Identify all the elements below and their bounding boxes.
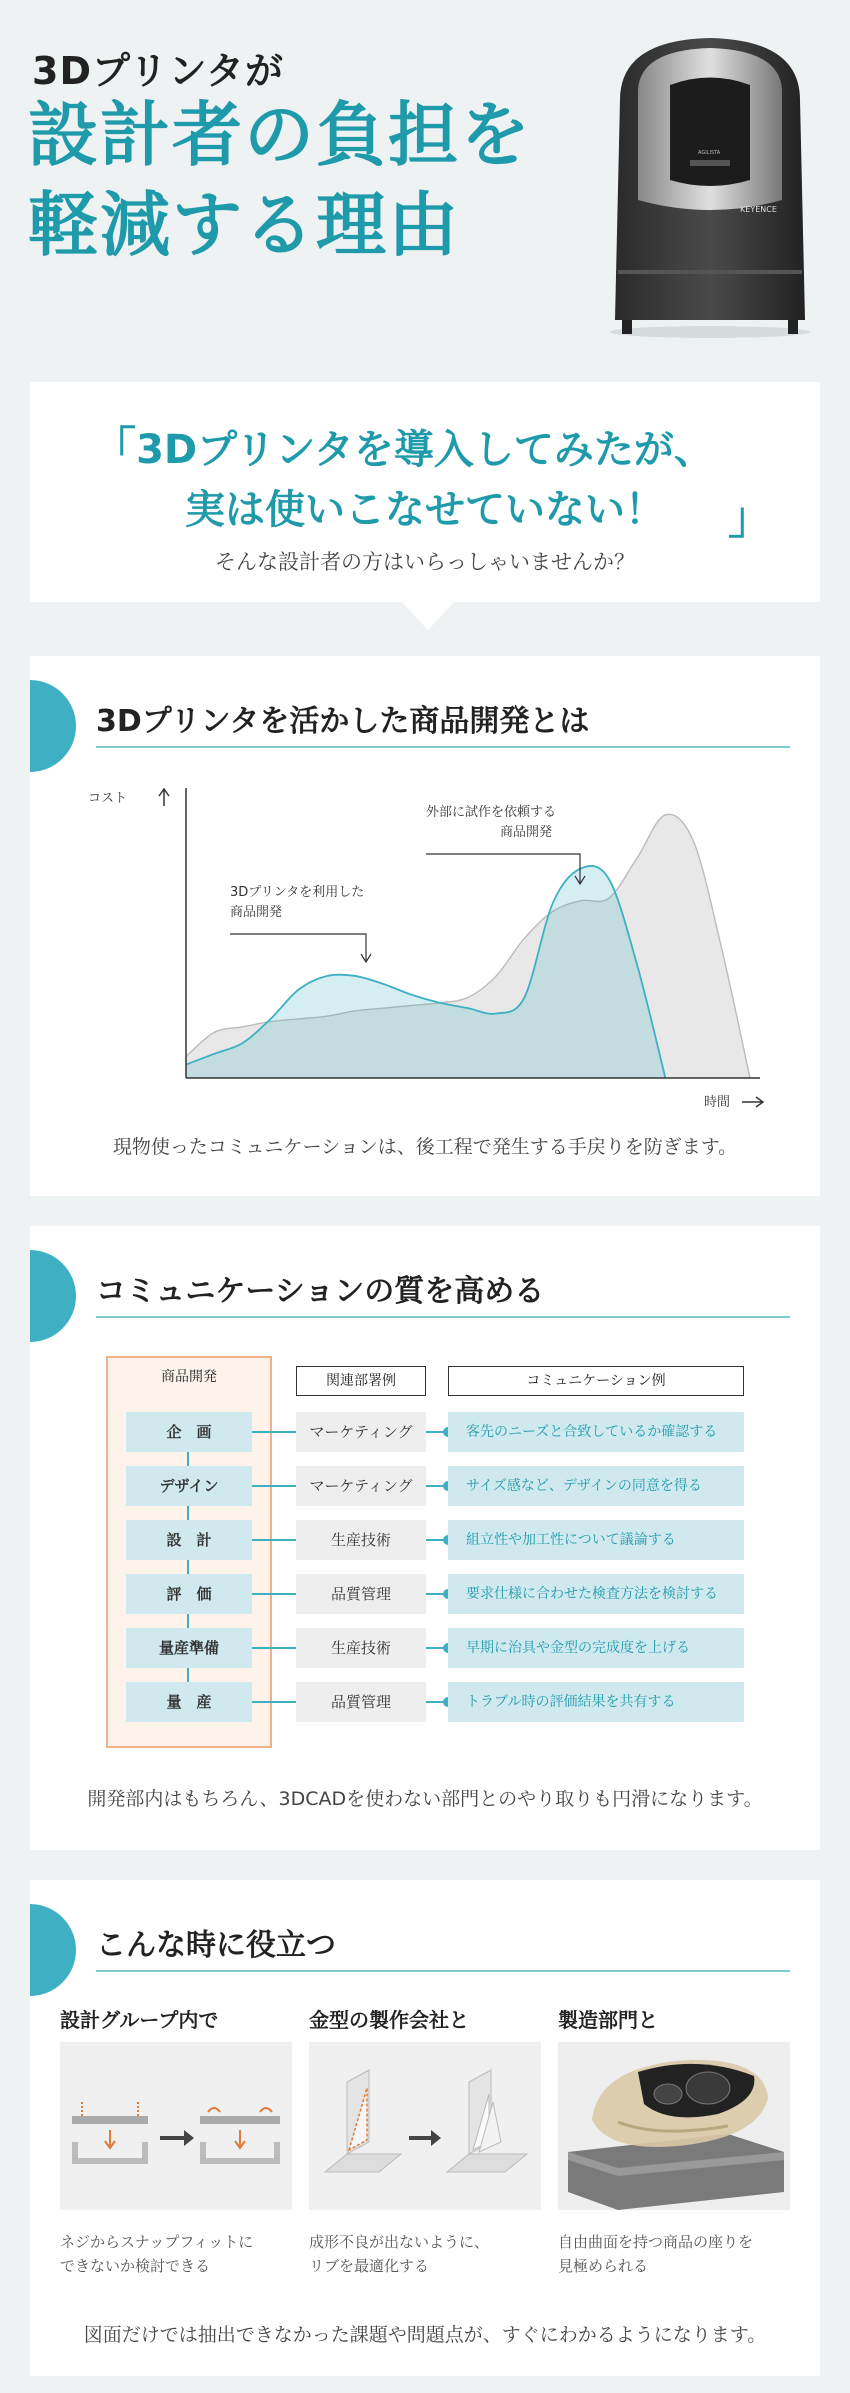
row-connector [252, 1701, 296, 1703]
chart-annotation-text: 商品開発 [230, 905, 283, 920]
section-title: こんな時に役立つ [96, 1928, 336, 1963]
stage-box: 評 価 [126, 1574, 252, 1614]
stage-column-header: 商品開発 [161, 1369, 217, 1385]
case-image [309, 2042, 541, 2210]
section-use-cases [30, 1880, 820, 2376]
dept-box: 品質管理 [296, 1574, 426, 1614]
chart-annotation-text: 商品開発 [500, 825, 553, 840]
rib-diagram-icon [309, 2042, 541, 2210]
snap-fit-diagram-icon [60, 2042, 292, 2210]
stage-box: 設 計 [126, 1520, 252, 1560]
section-caption: 現物使ったコミュニケーションは、後工程で発生する手戻りを防ぎます。 [112, 1136, 738, 1158]
headlamp-photo-icon [558, 2042, 790, 2210]
printer-model: AGILISTA [698, 150, 721, 156]
section-communication [30, 1226, 820, 1850]
hero-line1: 3Dプリンタが [32, 49, 284, 93]
section-mark [30, 1904, 76, 1996]
quote-line2: 実は使いこなせていない！ [185, 487, 665, 533]
dept-box: 生産技術 [296, 1628, 426, 1668]
example-box: 組立性や加工性について議論する [448, 1520, 744, 1560]
example-column-header: コミュニケーション例 [448, 1366, 744, 1396]
chart-annotation-text: 外部に試作を依頼する [426, 805, 557, 820]
section-caption: 開発部内はもちろん、3DCADを使わない部門とのやり取りも円滑になります。 [87, 1788, 763, 1810]
section-title: コミュニケーションの質を高める [96, 1274, 545, 1309]
chart-annotation-leader [230, 934, 366, 962]
hero-section [0, 0, 850, 350]
example-box: 早期に治具や金型の完成度を上げる [448, 1628, 744, 1668]
example-box: サイズ感など、デザインの同意を得る [448, 1466, 744, 1506]
dept-column-header: 関連部署例 [296, 1366, 426, 1396]
section-mark [30, 680, 76, 772]
example-box: トラブル時の評価結果を共有する [448, 1682, 744, 1722]
example-box: 要求仕様に合わせた検査方法を検討する [448, 1574, 744, 1614]
quote-open-mark: 「 [92, 423, 136, 474]
quote-notch [400, 600, 456, 630]
row-connector [252, 1431, 296, 1433]
cost-time-chart [70, 776, 790, 1116]
row-connector [252, 1539, 296, 1541]
chart-annotation-leader [426, 854, 580, 884]
dept-box: マーケティング [296, 1466, 426, 1506]
row-connector [252, 1485, 296, 1487]
case-description [60, 2230, 300, 2278]
section-rule [96, 746, 790, 748]
case-desc-line2: リブを最適化する [309, 2257, 430, 2275]
y-axis-label: コスト [88, 791, 128, 806]
stage-box: 企 画 [126, 1412, 252, 1452]
hero-line2: 設計者の負担を [28, 94, 532, 176]
quote-close-mark: 」 [728, 493, 772, 544]
case-desc-line2: 見極められる [558, 2257, 649, 2275]
case-description [558, 2230, 798, 2278]
printer-brand: KEYENCE [740, 205, 777, 214]
case-image [60, 2042, 292, 2210]
case-title: 金型の製作会社と [309, 2008, 469, 2032]
dept-box: 品質管理 [296, 1682, 426, 1722]
dept-box: 生産技術 [296, 1520, 426, 1560]
section-title: 3Dプリンタを活かした商品開発とは [96, 704, 590, 739]
dept-box: マーケティング [296, 1412, 426, 1452]
stage-box: デザイン [126, 1466, 252, 1506]
section-rule [96, 1970, 790, 1972]
row-connector [252, 1647, 296, 1649]
section-caption: 図面だけでは抽出できなかった課題や問題点が、すぐにわかるようになります。 [83, 2324, 767, 2346]
chart-annotation-text: 3Dプリンタを利用した [230, 885, 365, 900]
case-desc-line1: 自由曲面を持つ商品の座りを [558, 2233, 754, 2251]
x-axis-label: 時間 [704, 1095, 731, 1110]
case-title: 製造部門と [558, 2008, 658, 2032]
quote-line1: 3Dプリンタを導入してみたが、 [136, 427, 714, 473]
stage-box: 量産準備 [126, 1628, 252, 1668]
case-desc-line2: できないか検討できる [60, 2257, 211, 2275]
communication-diagram [30, 1226, 820, 1826]
case-image [558, 2042, 790, 2210]
printer-image [600, 30, 820, 340]
case-title: 設計グループ内で [60, 2008, 219, 2032]
example-box: 客先のニーズと合致しているか確認する [448, 1412, 744, 1452]
section-product-development [30, 656, 820, 1196]
quote-box [30, 382, 820, 602]
x-axis-arrow-icon [742, 1097, 763, 1107]
stage-box: 量 産 [126, 1682, 252, 1722]
y-axis-arrow-icon [159, 789, 169, 806]
hero-line3: 軽減する理由 [28, 184, 460, 266]
case-desc-line1: ネジからスナップフィットに [60, 2233, 254, 2251]
quote-subtitle: そんな設計者の方はいらっしゃいませんか？ [215, 550, 635, 574]
case-description [309, 2230, 549, 2278]
case-desc-line1: 成形不良が出ないように、 [309, 2233, 490, 2251]
row-connector [252, 1593, 296, 1595]
